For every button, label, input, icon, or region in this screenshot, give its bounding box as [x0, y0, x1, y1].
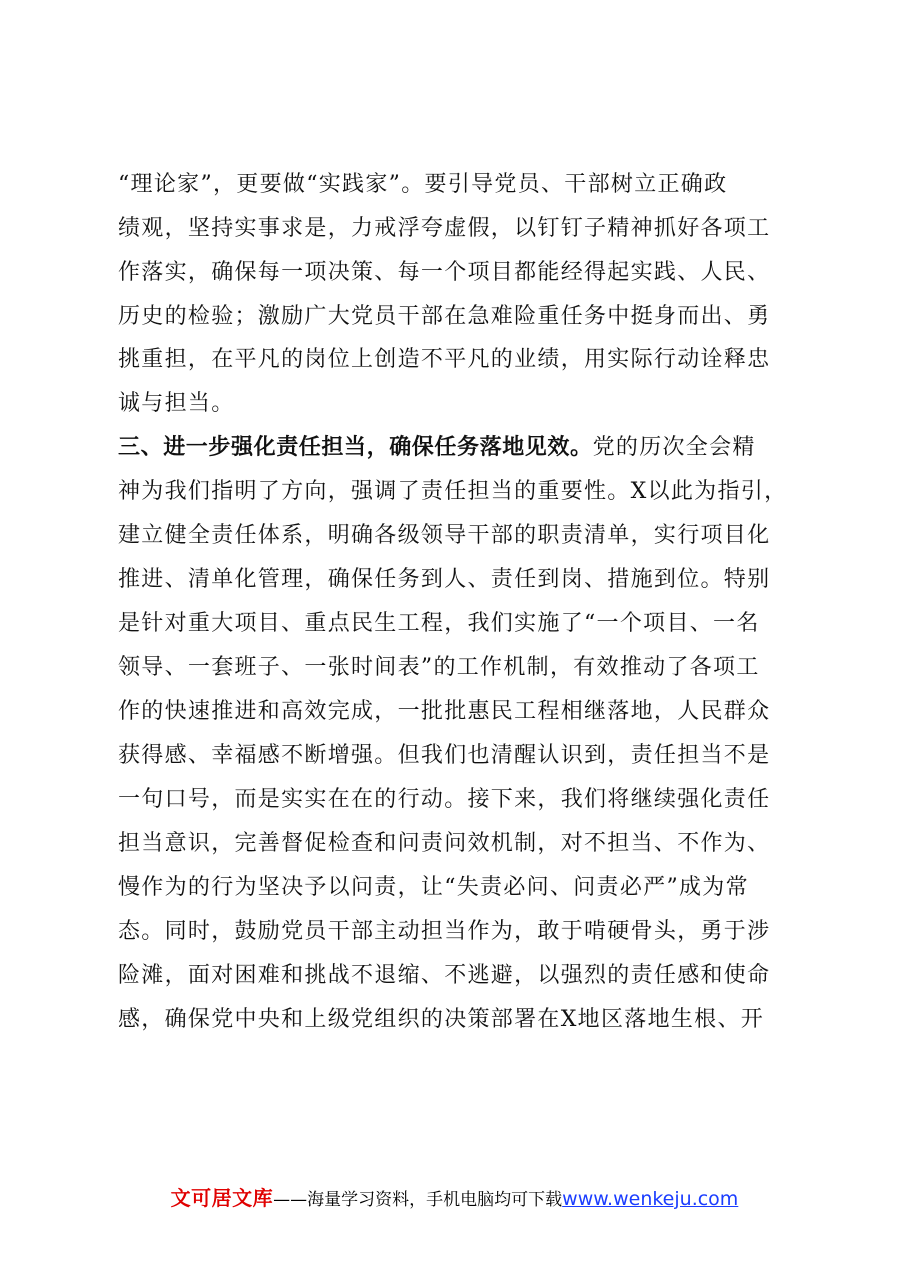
body-line: 态。同时，鼓励党员干部主动担当作为，敢于啃硬骨头，勇于涉: [118, 919, 771, 944]
body-line: 绩观，坚持实事求是，力戒浮夸虚假，以钉钉子精神抓好各项工: [118, 216, 771, 241]
body-line: 挑重担，在平凡的岗位上创造不平凡的业绩，用实际行动诠释忠: [118, 347, 771, 372]
body-line: 感，确保党中央和上级党组织的决策部署在X地区落地生根、开: [118, 1007, 765, 1032]
body-line: 获得感、幸福感不断增强。但我们也清醒认识到，责任担当不是: [118, 743, 771, 768]
footer-slogan: ——海量学习资料，手机电脑均可下载: [273, 1190, 563, 1210]
body-line: 神为我们指明了方向，强调了责任担当的重要性。X以此为指引，: [118, 479, 788, 504]
body-line: 慢作为的行为坚决予以问责，让“失责必问、问责必严”成为常: [118, 875, 749, 900]
footer-site-link[interactable]: www.wenkeju.com: [562, 1188, 739, 1210]
body-line: “理论家”，更要做“实践家”。要引导党员、干部树立正确政: [118, 172, 728, 197]
body-line: 作落实，确保每一项决策、每一个项目都能经得起实践、人民、: [118, 260, 771, 285]
footer-brand: 文可居文库: [170, 1186, 274, 1210]
body-line: 领导、一套班子、一张时间表”的工作机制，有效推动了各项工: [118, 655, 760, 680]
footer-banner: [0, 1182, 909, 1211]
body-line: 作的快速推进和高效完成，一批批惠民工程相继落地，人民群众: [118, 699, 771, 724]
body-line: 险滩，面对困难和挑战不退缩、不逃避，以强烈的责任感和使命: [118, 963, 771, 988]
body-line: 担当意识，完善督促检查和问责问效机制，对不担当、不作为、: [118, 831, 771, 856]
section-heading-line: [118, 434, 808, 462]
body-line: 推进、清单化管理，确保任务到人、责任到岗、措施到位。特别: [118, 567, 771, 592]
body-line-continuation: 党的历次全会精: [592, 435, 756, 460]
body-line: 建立健全责任体系，明确各级领导干部的职责清单，实行项目化: [118, 523, 771, 548]
body-line: 历史的检验；激励广大党员干部在急难险重任务中挺身而出、勇: [118, 304, 771, 329]
section-heading: 三、进一步强化责任担当，确保任务落地见效。: [118, 435, 593, 460]
body-line: 是针对重大项目、重点民生工程，我们实施了“一个项目、一名: [118, 611, 760, 636]
body-line: 一句口号，而是实实在在的行动。接下来，我们将继续强化责任: [118, 787, 771, 812]
body-line: 诚与担当。: [118, 391, 235, 416]
